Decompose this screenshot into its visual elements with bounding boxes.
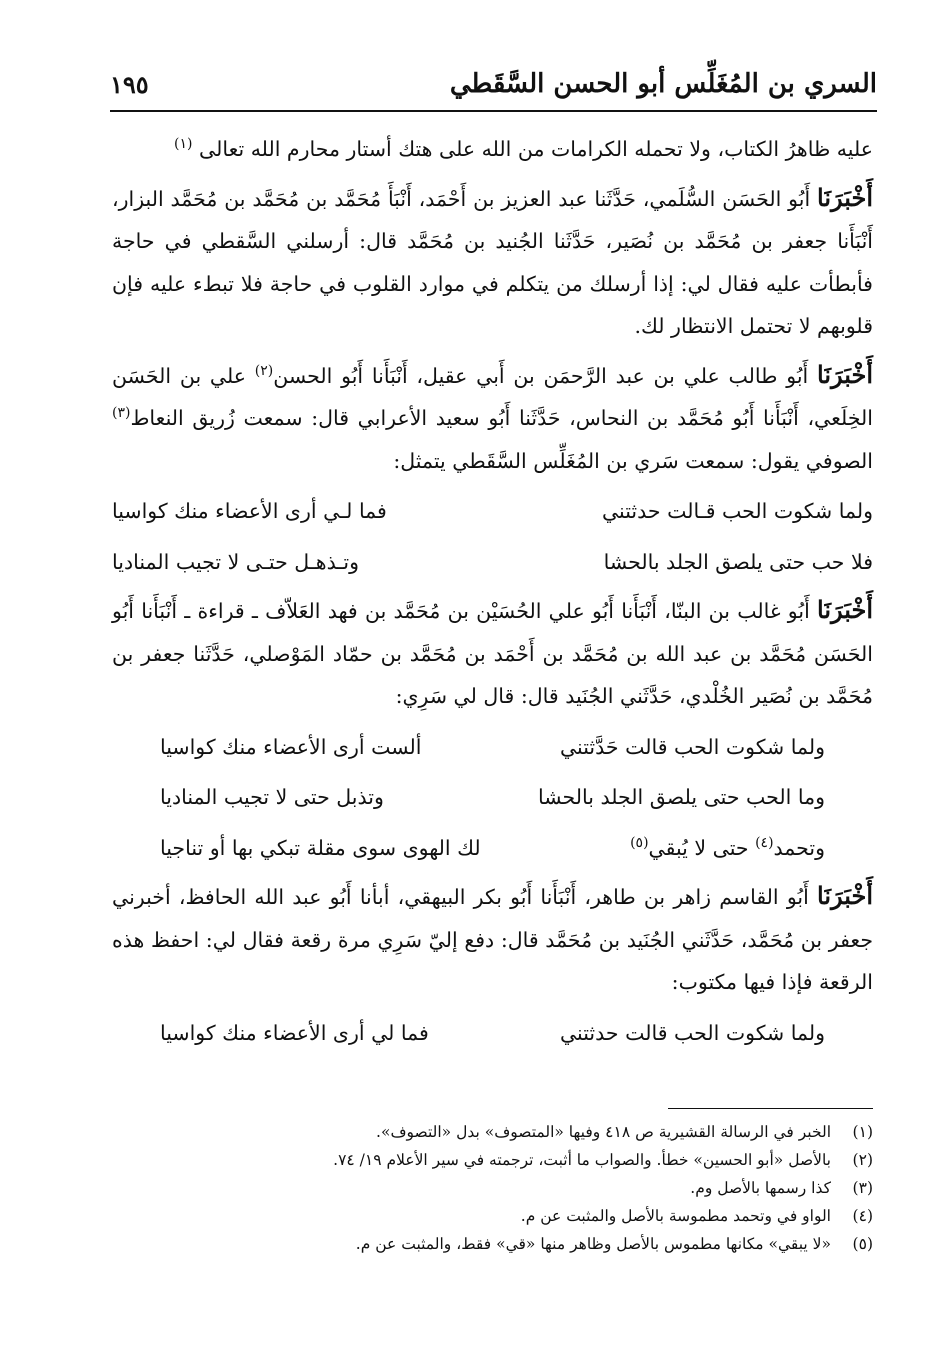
footnote-number: (١) bbox=[852, 1123, 873, 1141]
isnad-lead: أَخْبَرَنَا bbox=[817, 359, 873, 389]
footnote-text: كذا رسمها بالأصل وم. bbox=[690, 1179, 831, 1197]
verse-line bbox=[112, 827, 873, 870]
verse-block-3 bbox=[112, 1012, 873, 1055]
verse-block-1 bbox=[112, 490, 873, 583]
footnote-item bbox=[112, 1174, 873, 1202]
page-number: ١٩٥ bbox=[110, 69, 149, 99]
verse-first-hemistich: فلا حب حتى يلصق الجلد بالحشا bbox=[603, 549, 873, 574]
isnad-lead: أَخْبَرَنَا bbox=[817, 182, 873, 212]
paragraph-text: عليه ظاهرُ الكتاب، ولا تحمله الكرامات من الله على هتك أستار محارم الله تعالى bbox=[199, 137, 873, 161]
paragraph-4 bbox=[112, 589, 873, 718]
verse-first-hemistich: ولما شكوت الحب قالت حدثتني bbox=[559, 1020, 825, 1045]
paragraph-2 bbox=[112, 177, 873, 348]
verse-line bbox=[112, 490, 873, 533]
footnote-marker: (١) bbox=[174, 136, 193, 153]
verse-second-hemistich: وتذبل حتى لا تجيب المناديا bbox=[160, 785, 384, 809]
page-header bbox=[110, 62, 877, 106]
running-title: السري بن المُغَلِّس أبو الحسن السَّقَطي bbox=[449, 69, 877, 99]
verse-text: حتى لا يُبقي bbox=[648, 835, 756, 860]
verse-line bbox=[112, 776, 873, 819]
paragraph-text: الصوفي يقول: سمعت سَري بن المُغَلِّس السَّقَطي يتمثل: bbox=[393, 448, 873, 473]
verse-first-hemistich: ولما شكوت الحب قالت حَدَّثتني bbox=[559, 734, 825, 759]
verse-first-hemistich bbox=[630, 827, 825, 870]
footnote-text: الواو في وتحمد مطموسة بالأصل والمثبت عن م. bbox=[520, 1207, 831, 1225]
footnote-item bbox=[112, 1118, 873, 1146]
verse-second-hemistich: ألست أرى الأعضاء منك كواسيا bbox=[160, 734, 422, 759]
verse-line bbox=[112, 541, 873, 584]
paragraph-text: أَبُو القاسم زاهر بن طاهر، أَنْبَأَنا أَبُو بكر البيهقي، أبأنا أَبُو عبد الله الحافظ، أخبرني جعفر بن مُحَمَّد، حَدَّثَني الجُنَيد بن مُحَمَّد قال: دفع إليّ سَرِي مرة رقعة فقال لي: احفظ هذه الرقعة فإذا فيها مكتوب: bbox=[112, 885, 873, 994]
footnotes bbox=[112, 1118, 873, 1258]
footnote-item bbox=[112, 1146, 873, 1174]
footnote-text: «لا يبقي» مكانها مطموس بالأصل وظاهر منها «قي» فقط، والمثبت عن م. bbox=[355, 1235, 831, 1253]
footnote-rule bbox=[668, 1108, 873, 1109]
footnote-marker: (٤) bbox=[755, 834, 774, 851]
verse-text: وتحمد bbox=[773, 835, 825, 860]
header-rule bbox=[110, 110, 877, 112]
footnote-item bbox=[112, 1230, 873, 1258]
footnote-item bbox=[112, 1202, 873, 1230]
footnote-number: (٣) bbox=[852, 1179, 873, 1197]
verse-first-hemistich: وما الحب حتى يلصق الجلد بالحشا bbox=[537, 785, 825, 809]
verse-second-hemistich: لك الهوى سوى مقلة تبكي بها أو تناجيا bbox=[160, 835, 481, 860]
paragraph-1 bbox=[112, 128, 873, 171]
verse-second-hemistich: فما لـي أرى الأعضاء منك كواسيا bbox=[112, 499, 387, 523]
verse-block-2 bbox=[112, 726, 873, 870]
footnote-number: (٥) bbox=[852, 1235, 873, 1253]
paragraph-3 bbox=[112, 354, 873, 483]
footnote-marker: (٢) bbox=[254, 362, 274, 379]
footnote-number: (٢) bbox=[852, 1151, 873, 1169]
footnote-text: بالأصل «أبو الحسين» خطأ. والصواب ما أثبت، ترجمته في سير الأعلام ١٩/ ٧٤. bbox=[333, 1151, 831, 1169]
verse-first-hemistich: ولما شكوت الحب قـالت حدثتني bbox=[601, 499, 873, 523]
verse-second-hemistich: وتـذهـل حتـى لا تجيب المناديا bbox=[112, 549, 359, 574]
footnote-text: الخبر في الرسالة القشيرية ص ٤١٨ وفيها «المتصوف» بدل «التصوف». bbox=[376, 1123, 831, 1141]
footnote-marker: (٥) bbox=[630, 834, 649, 851]
paragraph-5 bbox=[112, 875, 873, 1004]
verse-line bbox=[112, 726, 873, 769]
paragraph-text: أَبُو طالب علي بن عبد الرَّحمَن بن أَبي عقيل، أَنْبَأَنا أَبُو الحسن bbox=[273, 363, 817, 388]
verse-second-hemistich: فما لي أرى الأعضاء منك كواسيا bbox=[160, 1020, 429, 1045]
paragraph-text: أَبُو غالب بن البنّا، أَنْبَأَنا أَبُو علي الحُسَيْن بن مُحَمَّد بن فهد العَلاّف ـ قراءة ـ أَنْبَأَنا أَبُو الحَسَن مُحَمَّد بن عبد الله بن مُحَمَّد بن أَحْمَد بن مُحَمَّد بن حمّاد المَوْصلي، حَدَّثَنا جعفر بن مُحَمَّد بن نُصَير الخُلْدي، حَدَّثَني الجُنَيد قال: قال لي سَرِي: bbox=[112, 599, 873, 708]
verse-line bbox=[112, 1012, 873, 1055]
isnad-lead: أَخْبَرَنَا bbox=[817, 881, 873, 910]
isnad-lead: أَخْبَرَنَا bbox=[817, 595, 873, 624]
footnote-marker: (٣) bbox=[112, 405, 131, 422]
paragraph-text: علي بن الحَسَن الخِلَعي، أَنْبَأَنا أَبُو مُحَمَّد بن النحاس، حَدَّثَنا أَبُو سعيد الأعرابي قال: سمعت زُريق النعاط bbox=[112, 363, 873, 430]
main-text bbox=[112, 128, 873, 1060]
paragraph-text: أَبُو الحَسَن السُّلَمي، حَدَّثَنا عبد العزيز بن أَحْمَد، أَنْبَأَ مُحَمَّد بن مُحَمَّد بن مُحَمَّد البزار، أَنْبَأَنا جعفر بن مُحَمَّد بن نُصَير، حَدَّثَنا الجُنيد بن مُحَمَّد قال: أرسلني السَّقطي في حاجة فأبطأت عليه فقال لي: إذا أرسلك من يتكلم في موارد القلوب في حاجة فلا تبطء عليه فإن قلوبهم لا تحتمل الانتظار لك. bbox=[112, 186, 873, 338]
footnote-number: (٤) bbox=[852, 1207, 873, 1225]
